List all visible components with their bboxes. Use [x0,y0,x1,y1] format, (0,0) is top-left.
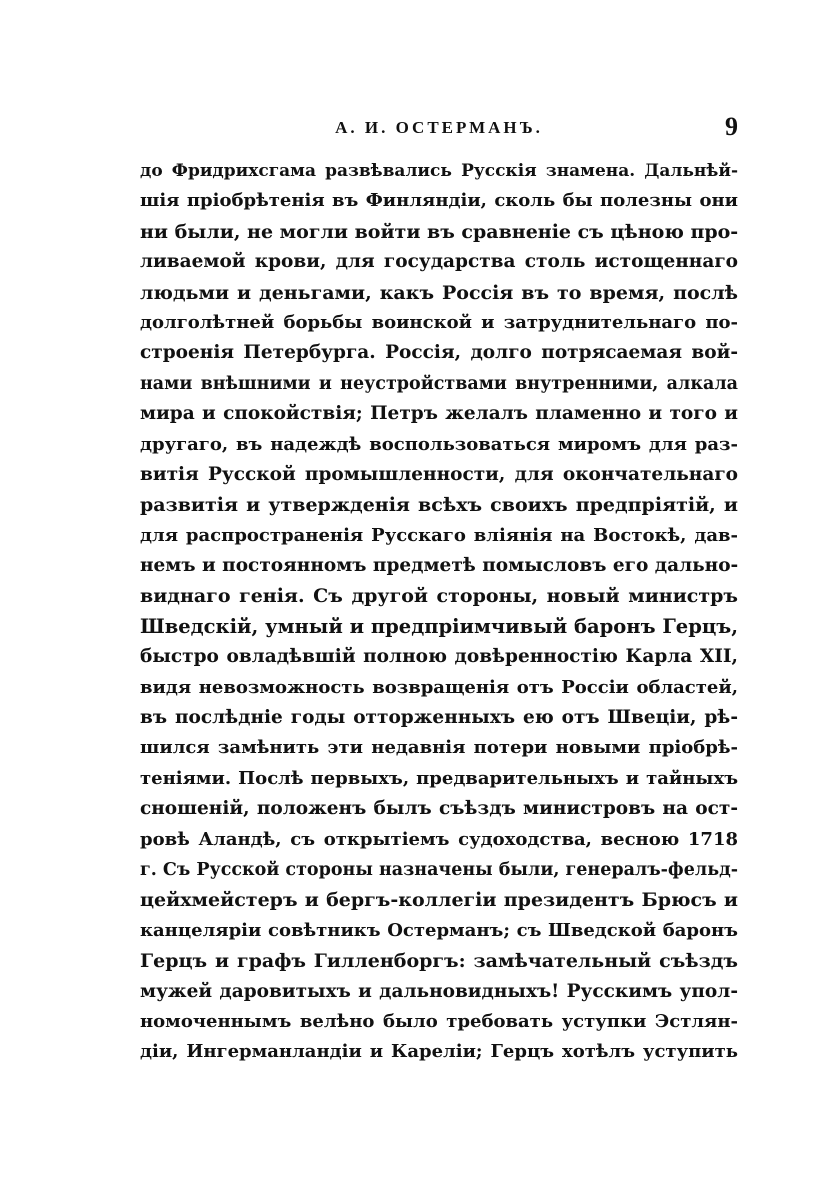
text-line: г. Съ Русской стороны назначены были, генералъ-фельд- [140,859,738,880]
text-line: мужей даровитыхъ и дальновидныхъ! Русскимъ упол- [140,980,738,1002]
text-line: въ послѣдніе годы отторженныхъ ею отъ Швеціи, рѣ- [140,707,738,729]
text-line: сношеній, положенъ былъ съѣздъ министровъ на ост- [140,798,738,820]
text-line: строенія Петербурга. Россія, долго потрясаемая вой- [140,342,738,364]
text-line: цейхмейстеръ и бергъ-коллегіи президентъ Брюсъ и [140,889,738,912]
text-line: Шведскій, умный и предпріимчивый баронъ Герцъ, [140,614,738,638]
text-line: номоченнымъ велѣно было требовать уступки Эстлян- [140,1010,738,1032]
text-line: развитія и утвержденія всѣхъ своихъ предпріятій, и [140,494,738,517]
text-line: немъ и постоянномъ предметѣ помысловъ его дально- [140,555,738,577]
text-line: шія пріобрѣтенія въ Финляндіи, сколь бы полезны они [140,190,738,212]
body-text [140,156,738,1068]
running-title: А. И. ОСТЕРМАНЪ. [335,118,543,137]
text-line: Герцъ и графъ Гилленборгъ: замѣчательный съѣздъ [140,950,738,973]
text-line: видя невозможность возвращенія отъ Россіи областей, [140,676,738,698]
page-number: 9 [725,112,738,141]
text-line: ровѣ Аландѣ, съ открытіемъ судоходства, весною 1718 [140,828,738,850]
text-line: ливаемой крови, для государства столь истощеннаго [140,251,738,273]
text-line: для распространенія Русскаго вліянія на Востокѣ, дав- [140,524,738,546]
text-line: канцеляріи совѣтникъ Остерманъ; съ Шведской баронъ [140,919,738,941]
text-line: долголѣтней борьбы воинской и затруднительнаго по- [140,311,738,333]
text-line: до Фридрихсгама развѣвались Русскія знамена. Дальнѣй- [140,161,738,181]
text-line: ни были, не могли войти въ сравненіе съ цѣною про- [140,220,738,243]
text-line: мира и спокойствія; Петръ желалъ пламенно и того и [140,403,738,425]
text-line: людьми и деньгами, какъ Россія въ то время, послѣ [140,281,738,304]
text-line: шился замѣнить эти недавнія потери новыми пріобрѣ- [140,737,738,759]
running-head [140,112,738,142]
text-line: другаго, въ надеждѣ воспользоваться миромъ для раз- [140,433,738,455]
text-line: витія Русской промышленности, для окончательнаго [140,463,738,485]
text-line: быстро овладѣвшій полною довѣренностію Карла XII, [140,646,738,668]
text-line: діи, Ингерманландіи и Кареліи; Герцъ хотѣлъ уступить [140,1041,738,1063]
text-line: нами внѣшними и неустройствами внутренними, алкала [140,373,738,394]
text-line: виднаго генія. Съ другой стороны, новый министръ [140,585,738,608]
text-line: теніями. Послѣ первыхъ, предварительныхъ и тайныхъ [140,767,738,789]
